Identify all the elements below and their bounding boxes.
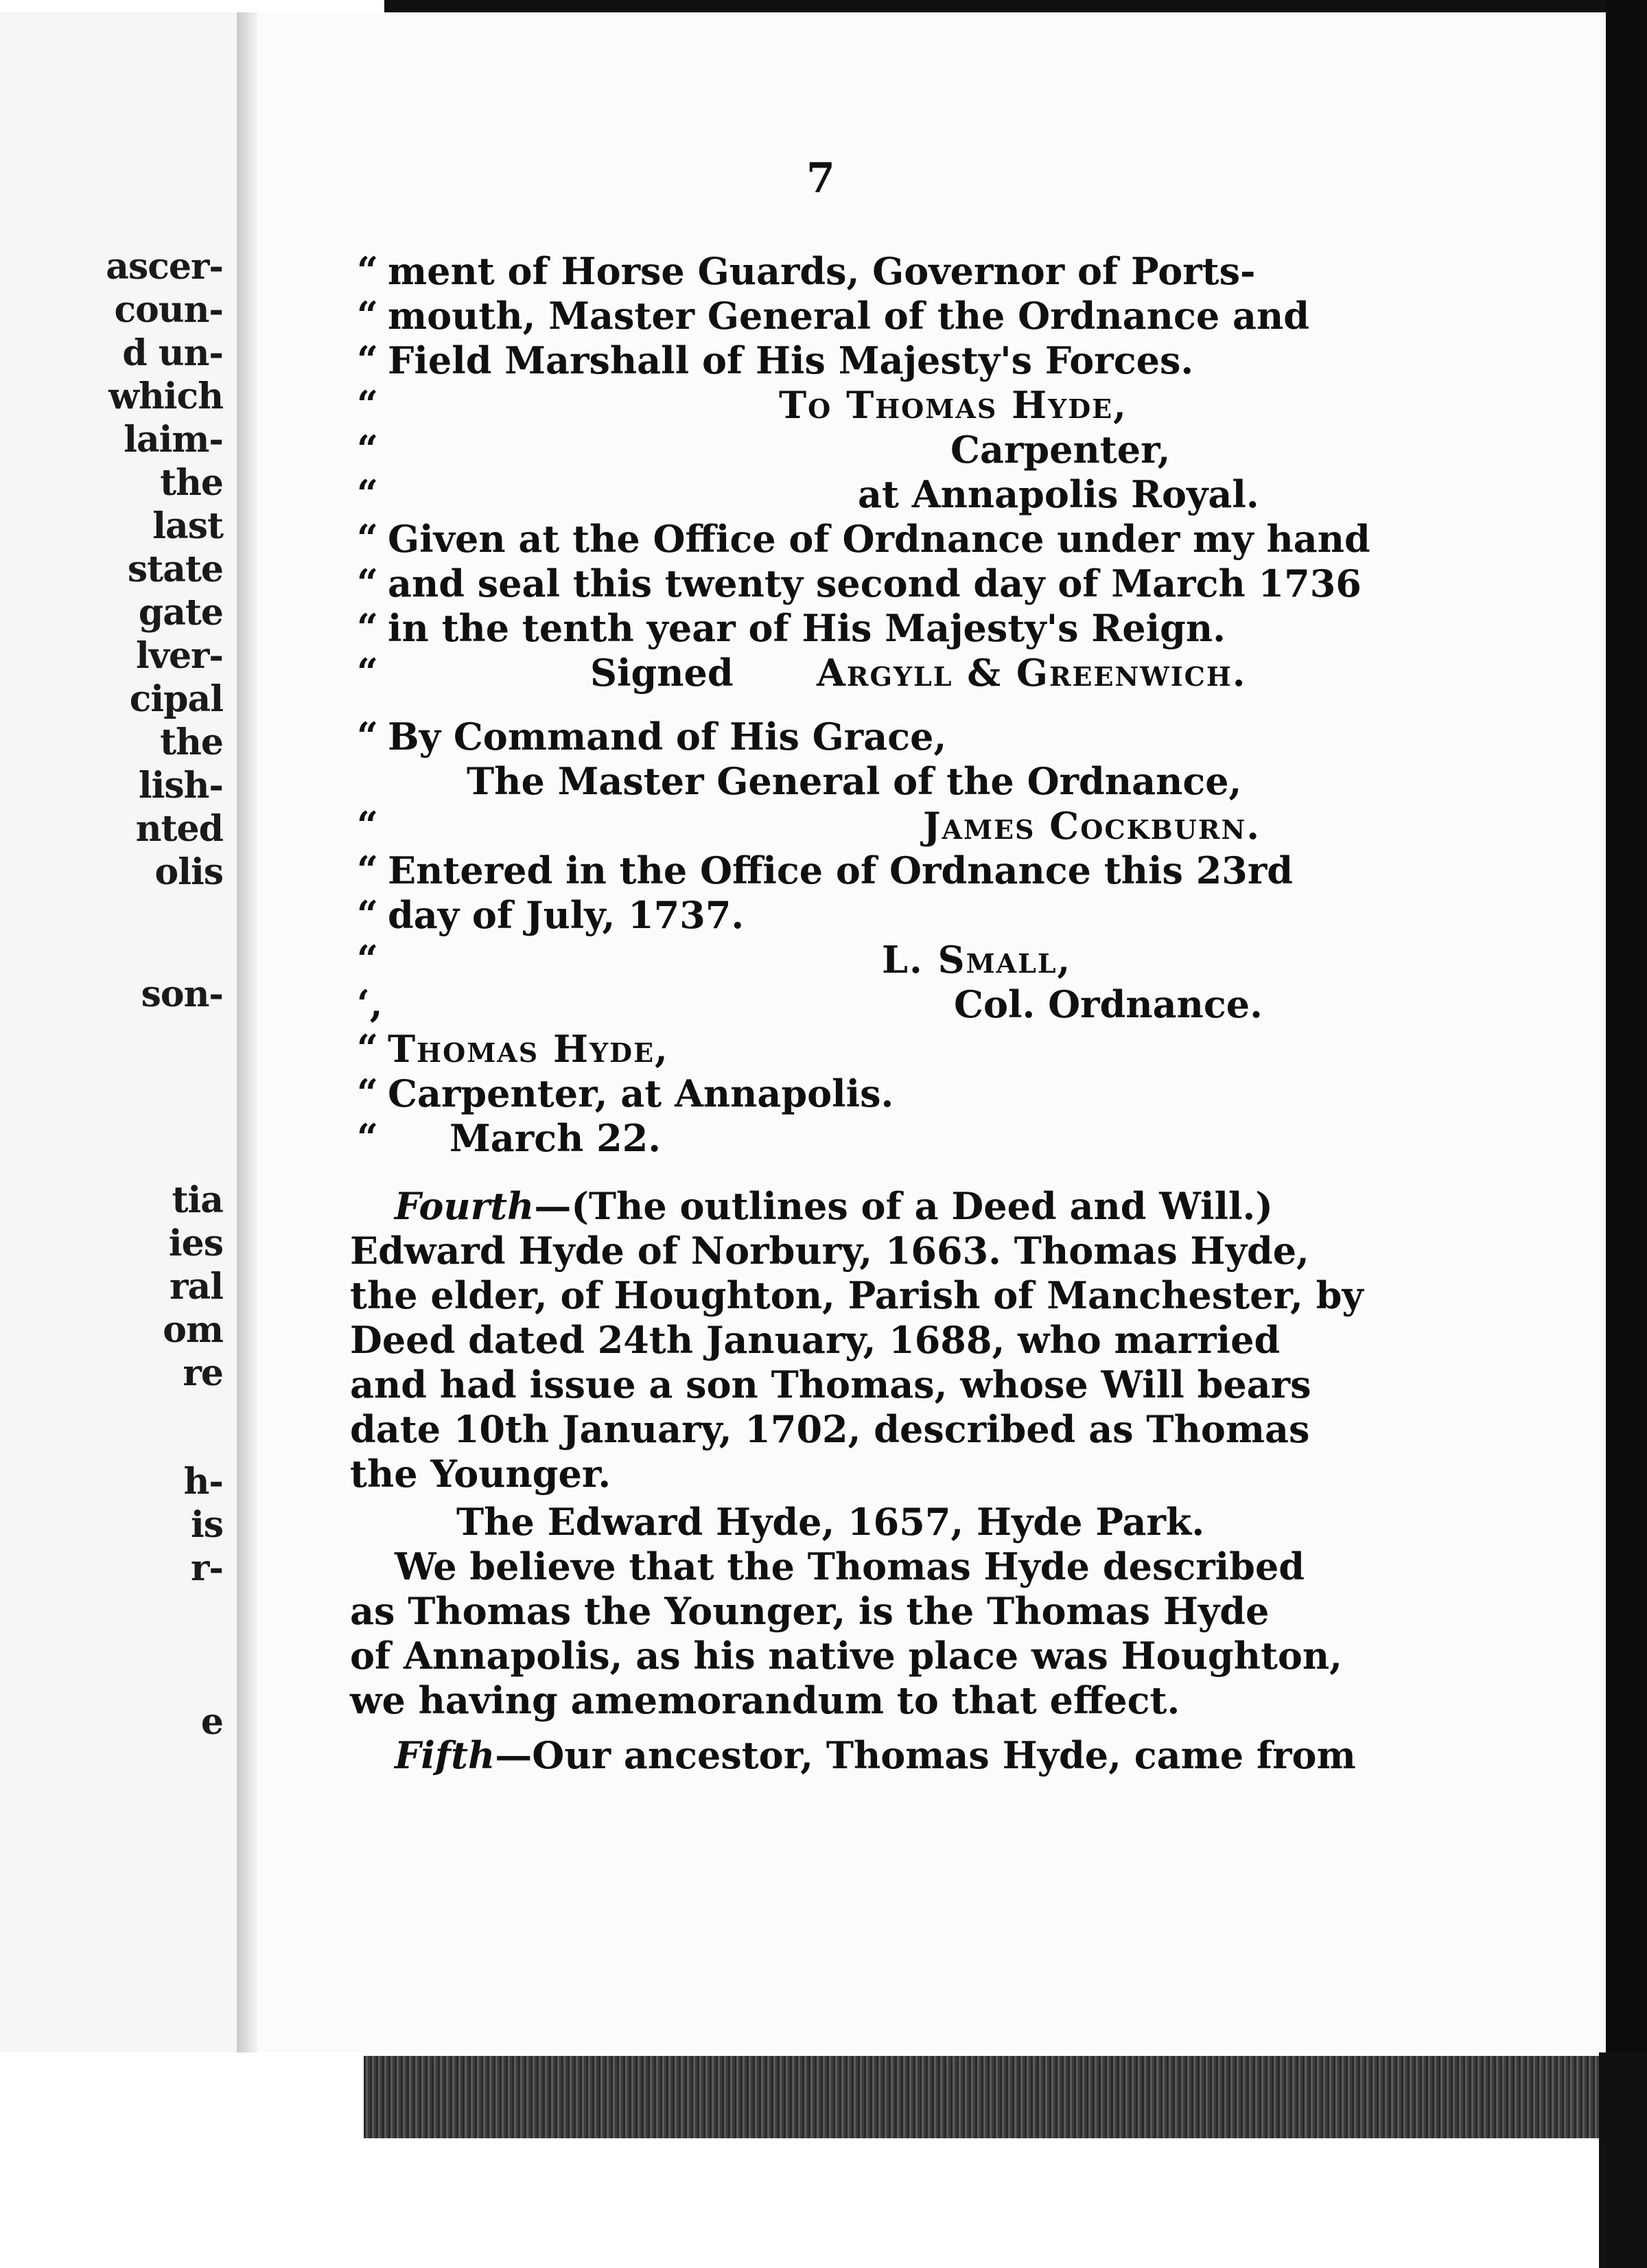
scan-right-border xyxy=(1606,0,1647,2268)
section-heading-fourth xyxy=(395,1184,1273,1228)
text-line: Given at the Office of Ordnance under my hand xyxy=(388,517,1370,561)
text-line: of Annapolis, as his native place was Houghton, xyxy=(350,1634,1342,1678)
section-label: Fourth xyxy=(395,1184,535,1228)
left-fragment: nted xyxy=(135,808,223,850)
text-line: The Edward Hyde, 1657, Hyde Park. xyxy=(456,1500,1205,1544)
section-heading-fifth xyxy=(395,1733,1356,1777)
text-line: we having amemorandum to that effect. xyxy=(350,1678,1180,1722)
quote-mark: “ xyxy=(357,650,379,694)
left-fragment: coun- xyxy=(114,289,223,331)
left-fragment: cipal xyxy=(129,678,223,720)
left-facing-page xyxy=(0,12,240,2052)
left-fragment: the xyxy=(160,462,223,504)
left-fragment: olis xyxy=(154,851,223,893)
left-fragment: is xyxy=(190,1504,223,1546)
text-line: Thomas Hyde, xyxy=(388,1027,669,1071)
left-fragment: state xyxy=(127,548,223,590)
text-line: Field Marshall of His Majesty's Forces. xyxy=(388,338,1194,382)
scan-bottom-texture xyxy=(364,2056,1599,2138)
left-fragment: last xyxy=(152,505,223,547)
left-fragment: son- xyxy=(141,973,223,1015)
quote-mark: “ xyxy=(357,561,379,605)
quote-mark: “ xyxy=(357,803,379,847)
left-fragment: the xyxy=(160,721,223,763)
text-line-signature: Argyll & Greenwich. xyxy=(817,651,1247,695)
text-line: The Master General of the Ordnance, xyxy=(467,759,1242,803)
page-gutter-shadow xyxy=(237,12,257,2052)
quote-mark: “ xyxy=(357,1115,379,1159)
left-fragment: e xyxy=(200,1701,223,1743)
quote-mark: “ xyxy=(357,516,379,560)
left-fragment: lver- xyxy=(135,635,223,677)
left-fragment: gate xyxy=(138,592,223,634)
section-label: Fifth xyxy=(395,1733,495,1777)
text-line: Edward Hyde of Norbury, 1663. Thomas Hyde, xyxy=(350,1229,1309,1273)
quote-mark: “ xyxy=(357,472,379,516)
text-line: Deed dated 24th January, 1688, who married xyxy=(350,1318,1281,1362)
text-line: in the tenth year of His Majesty's Reign. xyxy=(388,606,1226,650)
text-line: and seal this twenty second day of March 1736 xyxy=(388,562,1362,605)
text-line: Carpenter, xyxy=(950,428,1171,472)
section-text: —(The outlines of a Deed and Will.) xyxy=(534,1184,1273,1228)
page-number: 7 xyxy=(806,154,835,202)
quote-mark: “ xyxy=(357,848,379,892)
quote-mark: “ xyxy=(357,338,379,382)
quote-mark: “ xyxy=(357,382,379,426)
left-fragment: lish- xyxy=(138,765,223,807)
quote-mark: ‘, xyxy=(357,982,383,1026)
text-line: day of July, 1737. xyxy=(388,893,745,937)
text-line: at Annapolis Royal. xyxy=(858,472,1259,516)
quote-mark: “ xyxy=(357,892,379,936)
text-line-addressee: To Thomas Hyde, xyxy=(779,383,1128,427)
text-line: the elder, of Houghton, Parish of Manchester, by xyxy=(350,1273,1364,1317)
text-line-signature: L. Small, xyxy=(882,938,1072,982)
left-fragment: h- xyxy=(183,1461,223,1503)
text-line: date 10th January, 1702, described as Thomas xyxy=(350,1407,1310,1451)
text-line: as Thomas the Younger, is the Thomas Hyde xyxy=(350,1589,1270,1633)
quote-mark: “ xyxy=(357,1071,379,1115)
text-line: the Younger. xyxy=(350,1452,611,1496)
left-fragment: ascer- xyxy=(106,246,223,288)
text-line-signed: Signed xyxy=(590,651,734,695)
text-line: mouth, Master General of the Ordnance and xyxy=(388,294,1309,338)
quote-mark: “ xyxy=(357,427,379,471)
scan-bottom-right-border xyxy=(1599,2052,1647,2268)
left-fragment: d un- xyxy=(122,332,223,374)
text-line: Col. Ordnance. xyxy=(954,982,1263,1026)
left-fragment: om xyxy=(163,1309,223,1351)
text-line: ment of Horse Guards, Governor of Ports- xyxy=(388,249,1256,293)
left-fragment: ies xyxy=(168,1223,223,1264)
quote-mark: “ xyxy=(357,248,379,292)
left-fragment: which xyxy=(108,375,223,417)
quote-mark: “ xyxy=(357,1026,379,1070)
quote-mark: “ xyxy=(357,714,379,758)
left-fragment: ral xyxy=(170,1266,223,1308)
quote-mark: “ xyxy=(357,937,379,981)
quote-mark: “ xyxy=(357,293,379,337)
text-line: We believe that the Thomas Hyde described xyxy=(395,1544,1305,1588)
scan-top-left-margin xyxy=(0,0,384,12)
quote-mark: “ xyxy=(357,605,379,649)
left-fragment: laim- xyxy=(124,419,223,461)
text-line: By Command of His Grace, xyxy=(388,715,947,759)
left-fragment: tia xyxy=(172,1179,223,1221)
text-line-signature: James Cockburn. xyxy=(923,804,1261,848)
text-line: Entered in the Office of Ordnance this 23rd xyxy=(388,848,1294,892)
left-fragment: r- xyxy=(191,1547,223,1589)
left-fragment: re xyxy=(183,1352,223,1394)
section-text: —Our ancestor, Thomas Hyde, came from xyxy=(495,1733,1356,1777)
text-line: Carpenter, at Annapolis. xyxy=(388,1072,894,1115)
text-line: and had issue a son Thomas, whose Will bears xyxy=(350,1363,1311,1407)
text-line: March 22. xyxy=(449,1116,662,1160)
